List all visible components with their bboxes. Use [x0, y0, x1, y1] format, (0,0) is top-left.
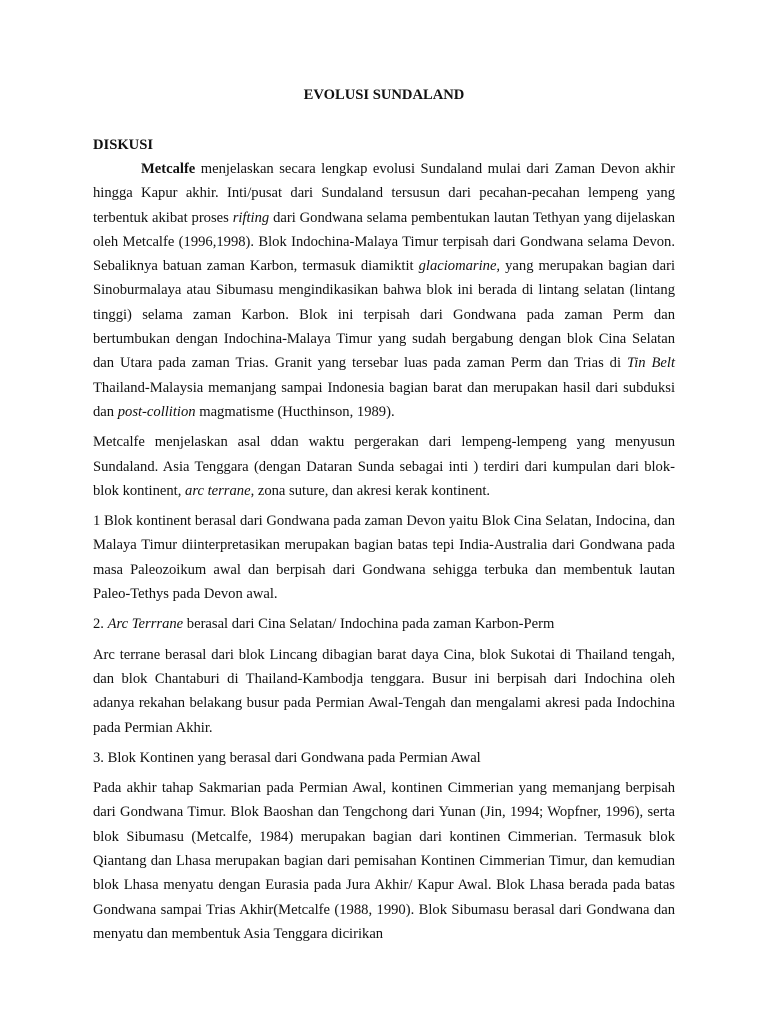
italic-term: rifting	[232, 209, 270, 226]
text-span: Thailand-Malaysia memanjang sampai Indonesia bagian barat dan merupakan hasil dari subduksi dan	[93, 379, 675, 420]
italic-term: Arc Terrrane	[107, 616, 184, 633]
text-span: dari Gondwana selama pembentukan lautan Tethyan yang dijelaskan oleh Metcalfe (1996,1998). Blok Indochina-Malaya Timur terpisah dari Gondwana selama Devon. Sebaliknya batuan zaman Karbon, termasuk diamiktit	[93, 209, 675, 275]
text-span: yang merupakan bagian dari Sinoburmalaya atau Sibumasu mengindikasikan bahwa blok ini berada di lintang selatan (lintang tinggi) selama zaman Karbon. Blok ini terpisah dari Gondwana pada zaman Perm dan bertumbukan dengan Indochina-Malaya Timur yang sudah bergabung dengan blok Cina Selatan dan Utara pada zaman Trias. Granit yang tersebar luas pada zaman Perm dan Trias di	[93, 258, 675, 372]
section-heading: DISKUSI	[93, 137, 154, 153]
italic-term: glaciomarine,	[418, 258, 501, 275]
author-name: Metcalfe	[141, 161, 196, 177]
document-title: EVOLUSI SUNDALAND	[303, 87, 465, 103]
document-body	[93, 157, 675, 946]
text-span: , zona suture, dan akresi kerak kontinent.	[250, 482, 491, 499]
paragraph-4	[93, 612, 675, 636]
text-span: menjelaskan secara lengkap evolusi Sundaland mulai dari Zaman Devon akhir hingga Kapur akhir. Inti/pusat dari Sundaland tersusun dari pecahan-pecahan lempeng yang terbentuk akibat proses	[93, 161, 675, 226]
italic-term: Tin Belt	[626, 355, 676, 372]
paragraph-5: Arc terrane berasal dari blok Lincang dibagian barat daya Cina, blok Sukotai di Thailand tengah, dan blok Chantaburi di Thailand-Kambodja tenggara. Busur ini berpisah dari Indochina oleh adanya rekahan belakang busur pada Permian Awal-Tengah dan mengalami akresi pada Indochina pada Permian Akhir.	[93, 646, 675, 736]
paragraph-1	[93, 157, 675, 424]
text-span: berasal dari Cina Selatan/ Indochina pada zaman Karbon-Perm	[183, 616, 555, 633]
text-span: Metcalfe menjelaskan asal ddan waktu pergerakan dari lempeng-lempeng yang menyusun Sundaland. Asia Tenggara (dengan Dataran Sunda sebagai inti ) terdiri dari kumpulan dari blok-blok kontinent,	[93, 434, 675, 499]
paragraph-6: 3. Blok Kontinen yang berasal dari Gondwana pada Permian Awal	[93, 749, 481, 766]
italic-term: post-collition	[117, 403, 196, 420]
list-number: 2.	[93, 616, 108, 633]
paragraph-7: Pada akhir tahap Sakmarian pada Permian Awal, kontinen Cimmerian yang memanjang berpisah dari Gondwana Timur. Blok Baoshan dan Tengchong dari Yunan (Jin, 1994; Wopfner, 1996), serta blok Sibumasu (Metcalfe, 1984) merupakan bagian dari kontinen Cimmerian. Termasuk blok Qiantang dan Lhasa merupakan bagian dari pemisahan Kontinen Cimmerian Timur, dan kemudian blok Lhasa menyatu dengan Eurasia pada Jura Akhir/ Kapur Awal. Blok Lhasa berada pada batas Gondwana sampai Trias Akhir(Metcalfe (1988, 1990). Blok Sibumasu berasal dari Gondwana dan menyatu dan membentuk Asia Tenggara dicirikan	[93, 780, 675, 942]
text-span: magmatisme (Hucthinson, 1989).	[195, 403, 395, 420]
paragraph-3: 1 Blok kontinent berasal dari Gondwana pada zaman Devon yaitu Blok Cina Selatan, Indocina, dan Malaya Timur diinterpretasikan merupakan bagian batas tepi India-Australia dari Gondwana pada masa Paleozoikum awal dan berpisah dari Gondwana sehigga terbuka dan membentuk lautan Paleo-Tethys pada Devon awal.	[93, 513, 675, 603]
paragraph-2	[93, 430, 675, 503]
italic-term: arc terrane	[185, 482, 251, 499]
